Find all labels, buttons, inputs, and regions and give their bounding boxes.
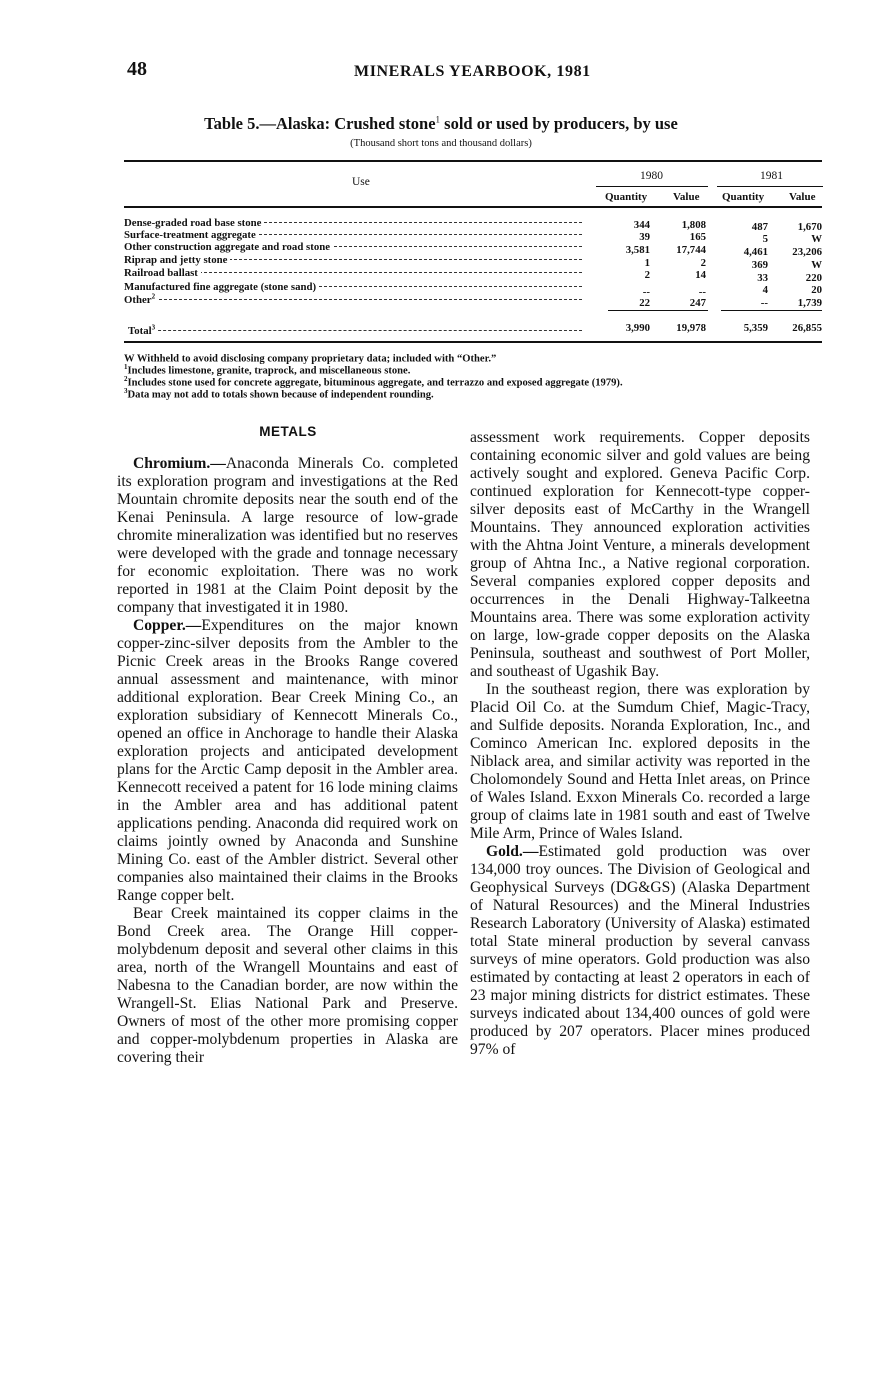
chromium-text: Anaconda Minerals Co. completed its exploration program and investigations at the Red Mountain chromite deposits near the south end of the Kenai Peninsula. A large resource of low-grade chromite mineralization was identified but no reserves were developed with the grade and tonnage necessary for economic exploitation. There was no work reported in 1981 at the Claim Point deposit by the company that investigated it in 1980. xyxy=(117,455,458,616)
total-value-1980: 19,978 xyxy=(676,322,706,334)
row-label: Surface-treatment aggregate xyxy=(124,229,259,241)
gold-paragraph xyxy=(470,843,810,1059)
cell-value-1980: 2 xyxy=(700,257,706,269)
cell-value-1981: 220 xyxy=(805,272,822,284)
column-header-1980: 1980 xyxy=(640,170,663,182)
cell-value-1981: 23,206 xyxy=(792,246,822,258)
column-header-value-1980: Value xyxy=(673,191,700,203)
total-label xyxy=(128,325,158,337)
total-rule-1 xyxy=(608,310,708,311)
row-label: Other construction aggregate and road stone xyxy=(124,241,333,253)
row-label: Manufactured fine aggregate (stone sand) xyxy=(124,281,319,293)
copper-text: Expenditures on the major known copper-zinc-silver deposits from the Ambler to the Picnic Creek areas in the Brooks Range covered annual assessment and maintenance, with minor additional exploration. Bear Creek Mining Co., an exploration subsidiary of Kennecott Minerals Co., opened an office in Anchorage to handle their Alaska exploration projects and anticipated development plans for the Arctic Camp deposit in the Ambler area. Kennecott received a patent for 16 lode mining claims in the Ambler area and has additional patent applications pending. Anaconda did required work on claims jointly owned by Anaconda and Sunshine Mining Co. east of the Ambler district. Several other companies also maintained their claims in the Brooks Range copper belt. xyxy=(117,617,458,904)
chromium-run-in-head: Chromium.— xyxy=(133,455,226,472)
cell-quantity-1980: 1 xyxy=(644,257,650,269)
cell-value-1981: 1,739 xyxy=(797,297,822,309)
table-title-footnote-ref: 1 xyxy=(435,114,441,125)
total-rule-2 xyxy=(721,310,822,311)
left-column xyxy=(117,455,458,1067)
cell-quantity-1981: 369 xyxy=(751,259,768,271)
footnote-text: W Withheld to avoid disclosing company proprietary data; included with “Other.” xyxy=(124,353,497,365)
cell-value-1980: 247 xyxy=(689,297,706,309)
footnote-mark: 3 xyxy=(124,387,128,395)
cell-value-1981: 20 xyxy=(811,284,822,296)
cell-quantity-1981: -- xyxy=(760,297,768,309)
cell-quantity-1980: -- xyxy=(642,286,650,298)
chromium-paragraph xyxy=(117,455,458,617)
cell-value-1980: 1,808 xyxy=(681,219,706,231)
cell-quantity-1980: 344 xyxy=(633,219,650,231)
table-title xyxy=(0,114,882,134)
total-value-1981: 26,855 xyxy=(792,322,822,334)
cell-quantity-1980: 39 xyxy=(639,231,650,243)
column-header-quantity-1980: Quantity xyxy=(605,191,648,203)
bear-creek-paragraph: Bear Creek maintained its copper claims in the Bond Creek area. The Orange Hill copper-molybdenum deposit and several other claims in this area, north of the Wrangell Mountains and east of Nabesna to the Canadian border, are now within the Wrangell-St. Elias National Park and Preserve. Owners of most of the other more promising copper and copper-molybdenum properties in Alaska are covering their xyxy=(117,905,458,1066)
table-bottom-rule xyxy=(124,341,822,343)
cell-quantity-1980: 3,581 xyxy=(625,244,650,256)
copper-run-in-head: Copper.— xyxy=(133,617,202,634)
table-top-rule xyxy=(124,160,822,162)
column-header-1981: 1981 xyxy=(760,170,783,182)
cell-value-1981: W xyxy=(811,259,822,271)
cell-quantity-1981: 4 xyxy=(762,284,768,296)
year-1980-rule xyxy=(596,186,708,187)
column-header-value-1981: Value xyxy=(789,191,816,203)
cell-value-1981: 1,670 xyxy=(797,221,822,233)
cell-value-1981: W xyxy=(811,233,822,245)
year-1981-rule xyxy=(717,186,823,187)
row-label-text: Other xyxy=(124,294,152,306)
cell-quantity-1981: 5 xyxy=(762,233,768,245)
column-header-quantity-1981: Quantity xyxy=(722,191,765,203)
row-label: Dense-graded road base stone xyxy=(124,217,264,229)
gold-text: Estimated gold production was over 134,000 troy ounces. The Division of Geological and Geophysical Surveys (DG&GS) (Alaska Department of Natural Resources) and the Mineral Industries Research Laboratory (University of Alaska) estimated total State mineral production by several canvass surveys of mine operators. Gold production was also estimated by contacting at least 2 operators in each of 23 major mining districts for district estimates. These surveys indicated about 134,400 ounces of gold were produced by 207 operators. Placer mines produced 97% of xyxy=(470,843,810,1058)
footnote-text: Data may not add to totals shown because of independent rounding. xyxy=(127,389,434,401)
footnote-text: Includes stone used for concrete aggregate, bituminous aggregate, and terrazzo and exposed aggregate (1979). xyxy=(127,377,623,389)
footnote-mark: 1 xyxy=(124,363,128,371)
cell-quantity-1981: 33 xyxy=(757,272,768,284)
page-number: 48 xyxy=(127,58,147,80)
cell-value-1980: 17,744 xyxy=(676,244,706,256)
footnote-mark: 2 xyxy=(124,375,128,383)
header-bottom-rule xyxy=(124,206,822,208)
cell-value-1980: 14 xyxy=(695,269,706,281)
total-label-text: Total xyxy=(128,325,152,337)
footnote-text: Includes limestone, granite, traprock, and miscellaneous stone. xyxy=(127,365,411,377)
table-subtitle: (Thousand short tons and thousand dollars) xyxy=(350,138,532,149)
footnote-ref: 3 xyxy=(151,323,156,332)
copper-paragraph xyxy=(117,617,458,905)
table-title-rest: sold or used by producers, by use xyxy=(440,114,678,133)
gold-run-in-head: Gold.— xyxy=(486,843,539,860)
row-label: Riprap and jetty stone xyxy=(124,254,230,266)
cell-quantity-1980: 22 xyxy=(639,297,650,309)
cell-value-1980: 165 xyxy=(689,231,706,243)
southeast-paragraph: In the southeast region, there was exploration by Placid Oil Co. at the Sumdum Chief, Magic-Tracy, and Sulfide deposits. Noranda Exploration, Inc., and Cominco American Inc. explored deposits in the Niblack area, and similar activity was reported in the Cholomondely Sound and Hetta Inlet areas, on Prince of Wales Island. Exxon Minerals Co. recorded a large group of claims late in 1981 south and east of Twelve Mile Arm, Prince of Wales Island. xyxy=(470,681,810,842)
row-label: Railroad ballast xyxy=(124,267,201,279)
section-heading: METALS xyxy=(259,424,317,439)
cell-quantity-1981: 487 xyxy=(751,221,768,233)
cell-value-1980: -- xyxy=(698,286,706,298)
total-quantity-1981: 5,359 xyxy=(743,322,768,334)
running-head: MINERALS YEARBOOK, 1981 xyxy=(354,63,591,80)
footnote-ref: 2 xyxy=(151,292,156,301)
column-header-use: Use xyxy=(352,176,370,188)
right-column xyxy=(470,429,810,1059)
total-quantity-1980: 3,990 xyxy=(625,322,650,334)
table-title-main: Table 5.—Alaska: Crushed stone xyxy=(204,114,436,133)
row-label xyxy=(124,294,158,306)
cell-quantity-1981: 4,461 xyxy=(743,246,768,258)
copper-continued-paragraph: assessment work requirements. Copper deposits containing economic silver and gold values are being actively sought and explored. Geneva Pacific Corp. continued exploration for Kennecott-type copper-silver deposits east of McCarthy in the Wrangell Mountains. They announced exploration activities with the Ahtna Joint Venture, a minerals development group of Ahtna Inc., a Native regional corporation. Several companies explored copper deposits and occurrences in the Denali Highway-Talkeetna Mountains area. There was some exploration activity on large, low-grade copper deposits on the Alaska Peninsula, southeast and southwest of Port Moller, and southeast of Ugashik Bay. xyxy=(470,429,810,680)
table-footnote xyxy=(124,385,434,402)
cell-quantity-1980: 2 xyxy=(644,269,650,281)
